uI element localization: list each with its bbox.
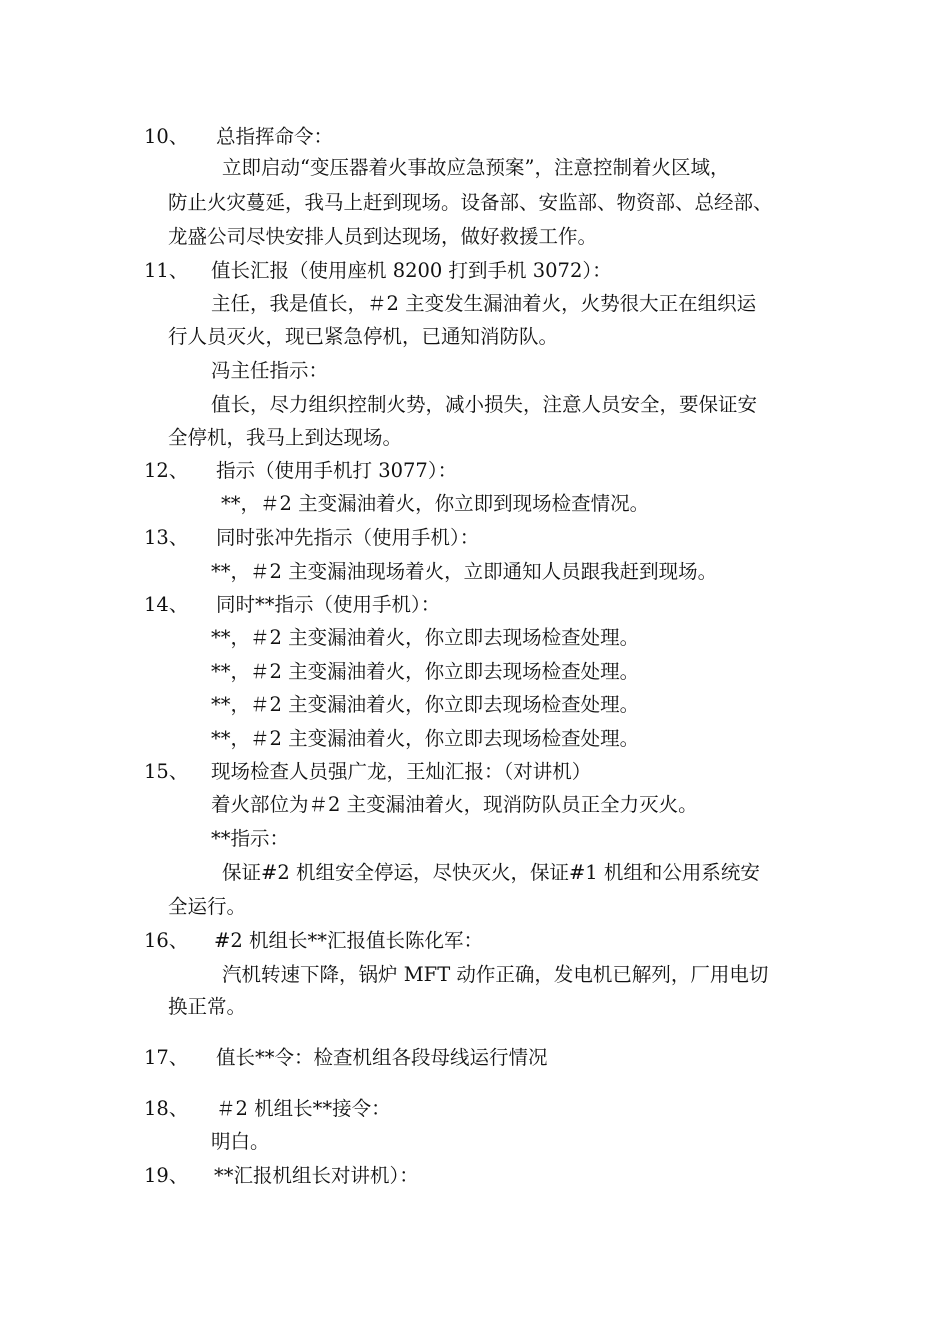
item-number: 10、 bbox=[144, 125, 189, 148]
body-line: 值长，尽力组织控制火势，减小损失，注意人员安全，要保证安 bbox=[211, 393, 758, 416]
body-line: 全停机，我马上到达现场。 bbox=[168, 426, 403, 449]
body-line: **，＃2 主变漏油着火，你立即到现场检查情况。 bbox=[221, 492, 650, 515]
body-line: **，＃2 主变漏油着火，你立即去现场检查处理。 bbox=[211, 626, 640, 649]
item-number: 16、 bbox=[144, 929, 189, 952]
item-number: 14、 bbox=[144, 593, 189, 616]
item-number: 17、 bbox=[144, 1046, 189, 1069]
body-line: 明白。 bbox=[211, 1130, 270, 1153]
body-line: **指示： bbox=[211, 827, 290, 850]
item-heading: 同时**指示（使用手机）： bbox=[216, 593, 441, 616]
item-heading: 总指挥命令： bbox=[216, 125, 334, 148]
item-number: 13、 bbox=[144, 526, 189, 549]
item-heading: ＃2 机组长**接令： bbox=[216, 1097, 391, 1120]
item-heading: 同时张冲先指示（使用手机）： bbox=[216, 526, 480, 549]
body-line: 主任，我是值长，＃2 主变发生漏油着火，火势很大正在组织运 bbox=[211, 292, 757, 315]
item-heading: 值长**令：检查机组各段母线运行情况 bbox=[216, 1046, 548, 1069]
body-line: 保证#2 机组安全停运，尽快灭火，保证#1 机组和公用系统安 bbox=[222, 861, 760, 884]
body-line: 防止火灾蔓延，我马上赶到现场。设备部、安监部、物资部、总经部、 bbox=[168, 191, 773, 214]
item-number: 15、 bbox=[144, 760, 189, 783]
body-line: 龙盛公司尽快安排人员到达现场，做好救援工作。 bbox=[168, 225, 598, 248]
item-heading: #2 机组长**汇报值长陈化军： bbox=[214, 929, 483, 952]
item-number: 18、 bbox=[144, 1097, 189, 1120]
item-heading: 现场检查人员强广龙，王灿汇报：（对讲机） bbox=[211, 760, 592, 783]
item-heading: 指示（使用手机打 3077）： bbox=[216, 459, 458, 482]
item-number: 19、 bbox=[144, 1164, 189, 1187]
body-line: **，＃2 主变漏油着火，你立即去现场检查处理。 bbox=[211, 660, 640, 683]
body-line: **，＃2 主变漏油现场着火，立即通知人员跟我赶到现场。 bbox=[211, 560, 718, 583]
item-number: 12、 bbox=[144, 459, 189, 482]
item-heading: **汇报机组长对讲机）： bbox=[214, 1164, 419, 1187]
item-heading: 值长汇报（使用座机 8200 打到手机 3072）： bbox=[211, 259, 612, 282]
body-line: 换正常。 bbox=[168, 995, 247, 1018]
body-line: 全运行。 bbox=[168, 895, 247, 918]
item-number: 11、 bbox=[144, 259, 189, 282]
body-line: **，＃2 主变漏油着火，你立即去现场检查处理。 bbox=[211, 693, 640, 716]
body-line: 立即启动“变压器着火事故应急预案”，注意控制着火区域， bbox=[222, 156, 730, 179]
body-line: **，＃2 主变漏油着火，你立即去现场检查处理。 bbox=[211, 727, 640, 750]
body-line: 着火部位为＃2 主变漏油着火，现消防队员正全力灭火。 bbox=[211, 793, 698, 816]
body-line: 冯主任指示： bbox=[211, 359, 329, 382]
body-line: 汽机转速下降，锅炉 MFT 动作正确，发电机已解列，厂用电切 bbox=[222, 963, 769, 986]
body-line: 行人员灭火，现已紧急停机，已通知消防队。 bbox=[168, 325, 559, 348]
